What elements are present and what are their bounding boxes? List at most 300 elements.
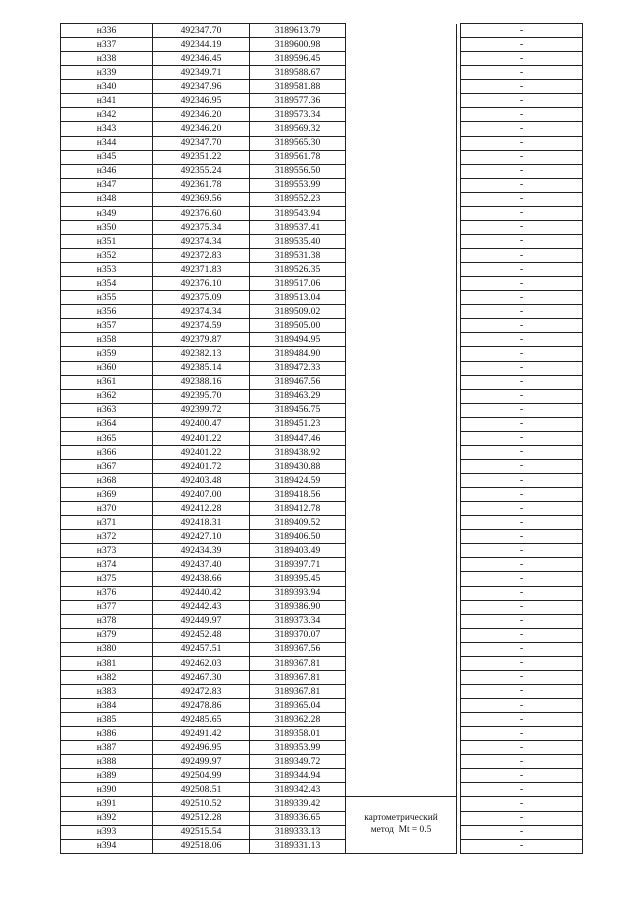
method-cell <box>346 474 457 488</box>
coordinate-x: 492379.87 <box>153 333 250 347</box>
point-name: н358 <box>61 333 153 347</box>
method-cell <box>346 642 457 656</box>
table-row <box>61 263 583 277</box>
coordinate-y: 3189395.45 <box>250 572 346 586</box>
mark-cell: - <box>461 755 583 769</box>
mark-cell: - <box>461 600 583 614</box>
method-cell <box>346 291 457 305</box>
coordinate-y: 3189393.94 <box>250 586 346 600</box>
mark-cell: - <box>461 94 583 108</box>
method-cell <box>346 52 457 66</box>
table-row <box>61 474 583 488</box>
mark-cell: - <box>461 684 583 698</box>
mark-cell: - <box>461 783 583 797</box>
point-name: н351 <box>61 234 153 248</box>
mark-cell: - <box>461 361 583 375</box>
coordinate-y: 3189600.98 <box>250 38 346 52</box>
method-cell <box>346 80 457 94</box>
table-row <box>61 80 583 94</box>
coordinate-y: 3189517.06 <box>250 277 346 291</box>
mark-cell: - <box>461 544 583 558</box>
mark-cell: - <box>461 192 583 206</box>
mark-cell: - <box>461 220 583 234</box>
table-row <box>61 220 583 234</box>
point-name: н387 <box>61 741 153 755</box>
point-name: н350 <box>61 220 153 234</box>
mark-cell: - <box>461 488 583 502</box>
table-row <box>61 445 583 459</box>
table-row <box>61 136 583 150</box>
mark-cell: - <box>461 277 583 291</box>
mark-cell: - <box>461 319 583 333</box>
method-cell <box>346 234 457 248</box>
point-name: н380 <box>61 642 153 656</box>
table-row <box>61 797 583 811</box>
method-cell <box>346 628 457 642</box>
coordinate-x: 492449.97 <box>153 614 250 628</box>
point-name: н362 <box>61 389 153 403</box>
point-name: н379 <box>61 628 153 642</box>
mark-cell: - <box>461 389 583 403</box>
table-row <box>61 502 583 516</box>
mark-cell: - <box>461 136 583 150</box>
table-row <box>61 755 583 769</box>
coordinate-y: 3189565.30 <box>250 136 346 150</box>
method-cell <box>346 586 457 600</box>
method-cell <box>346 459 457 473</box>
mark-cell: - <box>461 122 583 136</box>
method-cell <box>346 670 457 684</box>
method-cell <box>346 178 457 192</box>
point-name: н367 <box>61 459 153 473</box>
point-name: н344 <box>61 136 153 150</box>
table-row <box>61 375 583 389</box>
point-name: н372 <box>61 530 153 544</box>
mark-cell: - <box>461 234 583 248</box>
table-row <box>61 670 583 684</box>
point-name: н357 <box>61 319 153 333</box>
coordinate-x: 492369.56 <box>153 192 250 206</box>
method-cell <box>346 375 457 389</box>
mark-cell: - <box>461 80 583 94</box>
coordinate-x: 492467.30 <box>153 670 250 684</box>
table-row <box>61 305 583 319</box>
coordinate-x: 492499.97 <box>153 755 250 769</box>
coordinate-y: 3189581.88 <box>250 80 346 94</box>
table-row <box>61 656 583 670</box>
coordinate-x: 492427.10 <box>153 530 250 544</box>
table-row <box>61 164 583 178</box>
coordinate-y: 3189412.78 <box>250 502 346 516</box>
table-row <box>61 431 583 445</box>
table-row <box>61 66 583 80</box>
point-name: н366 <box>61 445 153 459</box>
coordinate-x: 492401.22 <box>153 431 250 445</box>
mark-cell: - <box>461 825 583 839</box>
point-name: н382 <box>61 670 153 684</box>
coordinate-y: 3189342.43 <box>250 783 346 797</box>
point-name: н378 <box>61 614 153 628</box>
mark-cell: - <box>461 811 583 825</box>
table-row <box>61 122 583 136</box>
table-row <box>61 24 583 38</box>
mark-cell: - <box>461 347 583 361</box>
table-row <box>61 811 583 825</box>
coordinate-y: 3189447.46 <box>250 431 346 445</box>
coordinate-x: 492374.59 <box>153 319 250 333</box>
method-cell <box>346 361 457 375</box>
table-row <box>61 769 583 783</box>
table-row <box>61 586 583 600</box>
coordinate-y: 3189526.35 <box>250 263 346 277</box>
point-name: н389 <box>61 769 153 783</box>
coordinate-y: 3189403.49 <box>250 544 346 558</box>
coordinate-y: 3189386.90 <box>250 600 346 614</box>
method-cell <box>346 108 457 122</box>
mark-cell: - <box>461 530 583 544</box>
coordinate-y: 3189556.50 <box>250 164 346 178</box>
method-cell <box>346 38 457 52</box>
coordinate-y: 3189552.23 <box>250 192 346 206</box>
point-name: н385 <box>61 713 153 727</box>
mark-cell: - <box>461 178 583 192</box>
table-row <box>61 150 583 164</box>
mark-cell: - <box>461 164 583 178</box>
method-cell <box>346 502 457 516</box>
method-cell <box>346 150 457 164</box>
point-name: н365 <box>61 431 153 445</box>
point-name: н384 <box>61 699 153 713</box>
table-row <box>61 516 583 530</box>
mark-cell: - <box>461 656 583 670</box>
coordinate-y: 3189543.94 <box>250 206 346 220</box>
coordinate-x: 492374.34 <box>153 234 250 248</box>
coordinate-x: 492491.42 <box>153 727 250 741</box>
coordinate-y: 3189333.13 <box>250 825 346 839</box>
mark-cell: - <box>461 206 583 220</box>
method-cell <box>346 544 457 558</box>
method-cell <box>346 656 457 670</box>
coordinate-y: 3189353.99 <box>250 741 346 755</box>
coordinate-y: 3189367.81 <box>250 684 346 698</box>
coordinate-x: 492462.03 <box>153 656 250 670</box>
mark-cell: - <box>461 66 583 80</box>
mark-cell: - <box>461 52 583 66</box>
mark-cell: - <box>461 741 583 755</box>
point-name: н364 <box>61 417 153 431</box>
point-name: н347 <box>61 178 153 192</box>
table-row <box>61 530 583 544</box>
coordinate-x: 492347.70 <box>153 136 250 150</box>
method-cell <box>346 164 457 178</box>
table-row <box>61 52 583 66</box>
table-row <box>61 614 583 628</box>
point-name: н353 <box>61 263 153 277</box>
coordinate-x: 492395.70 <box>153 389 250 403</box>
coordinate-x: 492472.83 <box>153 684 250 698</box>
point-name: н341 <box>61 94 153 108</box>
table-row <box>61 249 583 263</box>
mark-cell: - <box>461 24 583 38</box>
coordinate-x: 492399.72 <box>153 403 250 417</box>
coordinate-x: 492347.96 <box>153 80 250 94</box>
method-cell <box>346 263 457 277</box>
point-name: н346 <box>61 164 153 178</box>
coordinate-y: 3189344.94 <box>250 769 346 783</box>
coordinate-x: 492355.24 <box>153 164 250 178</box>
table-row <box>61 727 583 741</box>
table-row <box>61 206 583 220</box>
method-cell <box>346 431 457 445</box>
table-row <box>61 839 583 853</box>
table-row <box>61 277 583 291</box>
coordinate-y: 3189331.13 <box>250 839 346 853</box>
coordinate-x: 492412.28 <box>153 502 250 516</box>
table-row <box>61 825 583 839</box>
coordinate-y: 3189418.56 <box>250 488 346 502</box>
point-name: н390 <box>61 783 153 797</box>
coordinate-y: 3189467.56 <box>250 375 346 389</box>
coordinate-x: 492438.66 <box>153 572 250 586</box>
coordinate-x: 492400.47 <box>153 417 250 431</box>
method-cell <box>346 488 457 502</box>
table-row <box>61 108 583 122</box>
coordinate-y: 3189569.32 <box>250 122 346 136</box>
mark-cell: - <box>461 263 583 277</box>
coordinate-x: 492346.20 <box>153 122 250 136</box>
method-cell <box>346 445 457 459</box>
point-name: н336 <box>61 24 153 38</box>
coordinate-x: 492442.43 <box>153 600 250 614</box>
method-cell <box>346 684 457 698</box>
method-cell <box>346 600 457 614</box>
table-row <box>61 347 583 361</box>
method-cell <box>346 66 457 80</box>
coordinate-y: 3189362.28 <box>250 713 346 727</box>
table-row <box>61 572 583 586</box>
point-name: н393 <box>61 825 153 839</box>
coordinate-y: 3189430.88 <box>250 459 346 473</box>
coordinate-y: 3189451.23 <box>250 417 346 431</box>
coordinate-x: 492407.00 <box>153 488 250 502</box>
method-cell <box>346 136 457 150</box>
method-cell <box>346 389 457 403</box>
mark-cell: - <box>461 445 583 459</box>
point-name: н381 <box>61 656 153 670</box>
point-name: н359 <box>61 347 153 361</box>
table-row <box>61 783 583 797</box>
coordinate-y: 3189373.34 <box>250 614 346 628</box>
coordinate-x: 492518.06 <box>153 839 250 853</box>
mark-cell: - <box>461 699 583 713</box>
coordinate-y: 3189505.00 <box>250 319 346 333</box>
coordinate-y: 3189438.92 <box>250 445 346 459</box>
coordinate-x: 492349.71 <box>153 66 250 80</box>
coordinate-x: 492374.34 <box>153 305 250 319</box>
method-cell <box>346 530 457 544</box>
coordinate-y: 3189531.38 <box>250 249 346 263</box>
coordinate-y: 3189537.41 <box>250 220 346 234</box>
mark-cell: - <box>461 305 583 319</box>
coordinate-x: 492515.54 <box>153 825 250 839</box>
point-name: н345 <box>61 150 153 164</box>
point-name: н377 <box>61 600 153 614</box>
mark-cell: - <box>461 797 583 811</box>
coordinate-y: 3189596.45 <box>250 52 346 66</box>
point-name: н383 <box>61 684 153 698</box>
table-row <box>61 389 583 403</box>
method-cell <box>346 755 457 769</box>
mark-cell: - <box>461 249 583 263</box>
point-name: н368 <box>61 474 153 488</box>
coordinate-y: 3189588.67 <box>250 66 346 80</box>
method-note <box>346 797 457 853</box>
mark-cell: - <box>461 727 583 741</box>
table-row <box>61 403 583 417</box>
coordinate-x: 492346.45 <box>153 52 250 66</box>
coordinate-y: 3189509.02 <box>250 305 346 319</box>
coordinate-y: 3189358.01 <box>250 727 346 741</box>
coordinate-x: 492485.65 <box>153 713 250 727</box>
point-name: н376 <box>61 586 153 600</box>
coordinate-x: 492401.72 <box>153 459 250 473</box>
mark-cell: - <box>461 417 583 431</box>
coordinate-x: 492385.14 <box>153 361 250 375</box>
method-cell <box>346 741 457 755</box>
mark-cell: - <box>461 333 583 347</box>
point-name: н342 <box>61 108 153 122</box>
point-name: н355 <box>61 291 153 305</box>
method-cell <box>346 713 457 727</box>
coordinate-x: 492437.40 <box>153 558 250 572</box>
coordinate-x: 492434.39 <box>153 544 250 558</box>
coordinate-x: 492401.22 <box>153 445 250 459</box>
table-row <box>61 94 583 108</box>
point-name: н375 <box>61 572 153 586</box>
mark-cell: - <box>461 403 583 417</box>
table-row <box>61 291 583 305</box>
method-cell <box>346 192 457 206</box>
coordinate-y: 3189463.29 <box>250 389 346 403</box>
point-name: н339 <box>61 66 153 80</box>
point-name: н370 <box>61 502 153 516</box>
coordinate-x: 492440.42 <box>153 586 250 600</box>
method-cell <box>346 319 457 333</box>
mark-cell: - <box>461 628 583 642</box>
coordinate-x: 492376.10 <box>153 277 250 291</box>
coordinates-table <box>60 23 583 854</box>
table-row <box>61 178 583 192</box>
table-row <box>61 361 583 375</box>
mark-cell: - <box>461 431 583 445</box>
table-row <box>61 642 583 656</box>
table-row <box>61 488 583 502</box>
table-row <box>61 333 583 347</box>
method-cell <box>346 305 457 319</box>
mark-cell: - <box>461 558 583 572</box>
mark-cell: - <box>461 572 583 586</box>
point-name: н388 <box>61 755 153 769</box>
point-name: н392 <box>61 811 153 825</box>
coordinate-y: 3189577.36 <box>250 94 346 108</box>
coordinate-x: 492496.95 <box>153 741 250 755</box>
coordinate-x: 492452.48 <box>153 628 250 642</box>
coordinate-y: 3189365.04 <box>250 699 346 713</box>
table-row <box>61 459 583 473</box>
mark-cell: - <box>461 516 583 530</box>
coordinate-y: 3189349.72 <box>250 755 346 769</box>
coordinate-y: 3189336.65 <box>250 811 346 825</box>
coordinate-x: 492375.09 <box>153 291 250 305</box>
coordinate-x: 492504.99 <box>153 769 250 783</box>
mark-cell: - <box>461 670 583 684</box>
coordinate-y: 3189424.59 <box>250 474 346 488</box>
point-name: н356 <box>61 305 153 319</box>
coordinate-x: 492371.83 <box>153 263 250 277</box>
table-row <box>61 741 583 755</box>
method-cell <box>346 769 457 783</box>
table-row <box>61 544 583 558</box>
mark-cell: - <box>461 502 583 516</box>
coordinate-y: 3189367.81 <box>250 656 346 670</box>
coordinate-x: 492510.52 <box>153 797 250 811</box>
table-row <box>61 628 583 642</box>
coordinate-y: 3189484.90 <box>250 347 346 361</box>
coordinate-y: 3189456.75 <box>250 403 346 417</box>
method-cell <box>346 727 457 741</box>
mark-cell: - <box>461 642 583 656</box>
coordinate-y: 3189535.40 <box>250 234 346 248</box>
mark-cell: - <box>461 108 583 122</box>
mark-cell: - <box>461 586 583 600</box>
coordinate-x: 492372.83 <box>153 249 250 263</box>
coordinate-y: 3189513.04 <box>250 291 346 305</box>
method-cell <box>346 572 457 586</box>
method-cell <box>346 277 457 291</box>
coordinate-x: 492361.78 <box>153 178 250 192</box>
point-name: н363 <box>61 403 153 417</box>
method-cell <box>346 122 457 136</box>
method-cell <box>346 220 457 234</box>
mark-cell: - <box>461 459 583 473</box>
coordinate-y: 3189409.52 <box>250 516 346 530</box>
point-name: н391 <box>61 797 153 811</box>
coordinate-y: 3189613.79 <box>250 24 346 38</box>
point-name: н349 <box>61 206 153 220</box>
coordinate-x: 492346.20 <box>153 108 250 122</box>
mark-cell: - <box>461 291 583 305</box>
method-cell <box>346 558 457 572</box>
mark-cell: - <box>461 38 583 52</box>
coordinate-x: 492344.19 <box>153 38 250 52</box>
coordinate-y: 3189406.50 <box>250 530 346 544</box>
coordinate-x: 492347.70 <box>153 24 250 38</box>
coordinates-table-body <box>61 24 583 854</box>
coordinate-y: 3189397.71 <box>250 558 346 572</box>
table-row <box>61 558 583 572</box>
point-name: н354 <box>61 277 153 291</box>
coordinate-y: 3189367.81 <box>250 670 346 684</box>
coordinate-x: 492512.28 <box>153 811 250 825</box>
method-cell <box>346 614 457 628</box>
method-cell <box>346 206 457 220</box>
point-name: н343 <box>61 122 153 136</box>
method-note-line2: метод Mt = 0.5 <box>370 825 432 836</box>
point-name: н374 <box>61 558 153 572</box>
table-row <box>61 713 583 727</box>
coordinate-x: 492388.16 <box>153 375 250 389</box>
coordinate-x: 492346.95 <box>153 94 250 108</box>
